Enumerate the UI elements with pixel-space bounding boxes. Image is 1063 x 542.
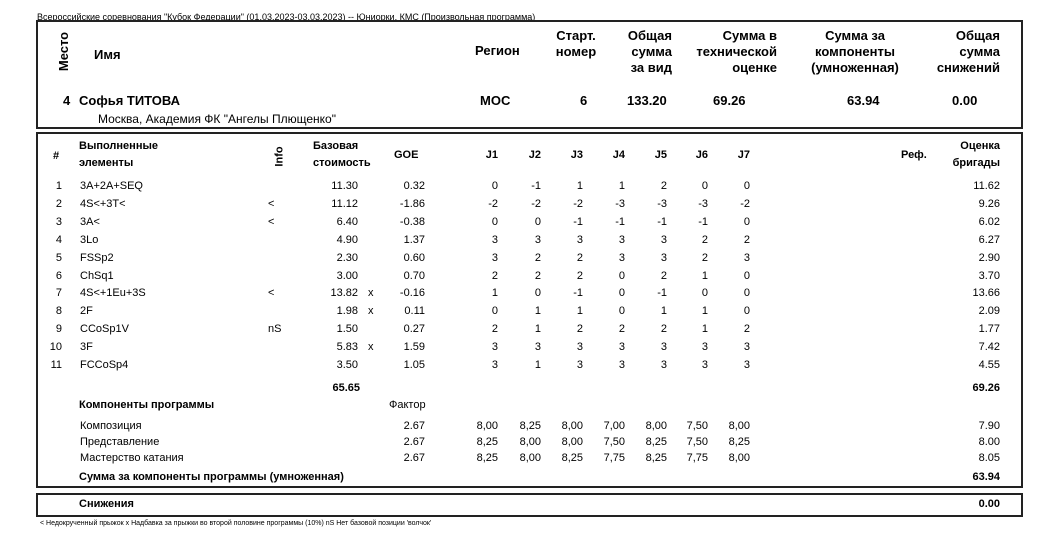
col-base-header: Базовая стоимость xyxy=(313,140,371,169)
judge-score: 3 xyxy=(491,359,498,371)
judge-score: 2 xyxy=(576,252,583,264)
base-value: 1.98 xyxy=(336,305,358,317)
element-code: FCCoSp4 xyxy=(80,359,129,371)
row-number: 8 xyxy=(55,305,62,317)
judge-score: 3 xyxy=(660,359,667,371)
row-number: 3 xyxy=(55,216,62,228)
judge-component-score: 8,00 xyxy=(645,420,667,432)
judge-score: 3 xyxy=(491,341,498,353)
base-value: 4.90 xyxy=(336,234,358,246)
judge-score: 3 xyxy=(534,341,541,353)
element-code: FSSp2 xyxy=(80,252,114,264)
component-factor: 2.67 xyxy=(403,420,425,432)
judge-score: 3 xyxy=(618,252,625,264)
judge-component-score: 8,00 xyxy=(519,436,541,448)
judge-score: -3 xyxy=(615,198,625,210)
judge-score: 0 xyxy=(618,305,625,317)
legend-footnote: < Недокрученный прыжок x Надбавка за прыжки во второй половине программы (10%) nS Нет базовой позиции 'волчок' xyxy=(40,520,432,527)
judge-score: 3 xyxy=(743,359,750,371)
component-factor: 2.67 xyxy=(403,452,425,464)
judge-score: 1 xyxy=(701,323,708,335)
col-panel-score-header: Оценка бригады xyxy=(952,140,1000,169)
judge-score: 3 xyxy=(660,234,667,246)
factor-header: Фактор xyxy=(389,399,426,411)
element-code: 3A< xyxy=(80,216,100,228)
row-number: 1 xyxy=(55,180,62,192)
judge-score: 2 xyxy=(534,270,541,282)
skater-club: Москва, Академия ФК "Ангелы Плющенко" xyxy=(98,112,336,126)
judge-score: 2 xyxy=(701,234,708,246)
start-number-header: Старт. номер xyxy=(555,28,597,59)
goe-value: -0.16 xyxy=(399,287,425,299)
bonus-mark: x xyxy=(368,305,374,317)
judge-score: 0 xyxy=(491,180,498,192)
judge-score: 0 xyxy=(743,287,750,299)
judge-score: 1 xyxy=(534,305,541,317)
base-value: 11.30 xyxy=(331,180,358,192)
judge-score: -1 xyxy=(698,216,708,228)
bonus-mark: x xyxy=(368,287,374,299)
panel-score: 6.02 xyxy=(978,216,1000,228)
skater-tes: 69.26 xyxy=(713,93,746,108)
judge-score: 2 xyxy=(660,323,667,335)
judge-score: 2 xyxy=(491,270,498,282)
judge-score: -1 xyxy=(573,287,583,299)
element-code: 3A+2A+SEQ xyxy=(80,180,143,192)
judge-score: 0 xyxy=(743,305,750,317)
goe-value: 0.60 xyxy=(403,252,425,264)
goe-value: -0.38 xyxy=(399,216,425,228)
goe-value: 0.70 xyxy=(403,270,425,282)
judge-score: 3 xyxy=(576,341,583,353)
judge-score: 0 xyxy=(701,287,708,299)
judge-component-score: 7,75 xyxy=(603,452,625,464)
deductions-box xyxy=(36,493,1023,517)
panel-score: 7.42 xyxy=(978,341,1000,353)
panel-score: 3.70 xyxy=(978,270,1000,282)
base-value: 13.82 xyxy=(330,287,358,299)
goe-value: 1.05 xyxy=(403,359,425,371)
skater-region: МОС xyxy=(480,93,511,108)
judge-score: 0 xyxy=(743,216,750,228)
judge-score: 3 xyxy=(743,252,750,264)
skater-name: Софья ТИТОВА xyxy=(79,93,181,108)
component-score: 7.90 xyxy=(978,420,1000,432)
judge-score: -1 xyxy=(657,216,667,228)
judge-score: 3 xyxy=(701,359,708,371)
goe-value: 0.11 xyxy=(404,305,425,317)
judge-score: 2 xyxy=(576,323,583,335)
judge-score: 2 xyxy=(576,270,583,282)
base-value: 2.30 xyxy=(336,252,358,264)
judge-score: 2 xyxy=(743,323,750,335)
col-judge-header: J7 xyxy=(737,149,750,161)
judge-component-score: 8,25 xyxy=(476,452,498,464)
row-number: 9 xyxy=(55,323,62,335)
component-name: Композиция xyxy=(80,420,142,432)
judge-score: 1 xyxy=(701,270,708,282)
goe-value: 0.27 xyxy=(403,323,425,335)
element-code: CCoSp1V xyxy=(80,323,129,335)
judge-score: 3 xyxy=(618,234,625,246)
judge-score: -1 xyxy=(657,287,667,299)
col-judge-header: J4 xyxy=(612,149,625,161)
goe-value: 1.37 xyxy=(403,234,425,246)
element-code: 2F xyxy=(80,305,93,317)
judge-component-score: 7,50 xyxy=(686,420,708,432)
col-info-header: Info xyxy=(273,146,286,167)
base-value: 3.00 xyxy=(336,270,358,282)
element-info: nS xyxy=(268,323,282,335)
components-header: Компоненты программы xyxy=(79,399,215,411)
tes-header: Сумма в технической оценке xyxy=(696,28,777,75)
panel-score: 13.66 xyxy=(972,287,1000,299)
judge-component-score: 7,75 xyxy=(686,452,708,464)
row-number: 6 xyxy=(55,270,62,282)
judge-score: 2 xyxy=(701,252,708,264)
judge-score: -2 xyxy=(740,198,750,210)
pcs-total-label: Сумма за компоненты программы (умноженная) xyxy=(79,471,344,483)
judge-score: -2 xyxy=(573,198,583,210)
judge-score: 3 xyxy=(743,341,750,353)
judge-score: -2 xyxy=(531,198,541,210)
name-header: Имя xyxy=(94,47,121,62)
col-number-header: # xyxy=(53,150,60,162)
judge-score: 0 xyxy=(491,216,498,228)
judge-component-score: 7,50 xyxy=(603,436,625,448)
judge-score: 1 xyxy=(701,305,708,317)
skater-total: 133.20 xyxy=(627,93,667,108)
judge-component-score: 7,00 xyxy=(603,420,625,432)
judge-score: 1 xyxy=(618,180,625,192)
judge-component-score: 8,25 xyxy=(645,436,667,448)
judge-score: 3 xyxy=(660,341,667,353)
component-score: 8.05 xyxy=(978,452,1000,464)
col-judge-header: J1 xyxy=(485,149,498,161)
judge-score: 3 xyxy=(660,252,667,264)
judge-component-score: 8,00 xyxy=(476,420,498,432)
element-code: 3F xyxy=(80,341,93,353)
judge-score: 2 xyxy=(660,180,667,192)
judge-score: 3 xyxy=(618,359,625,371)
judge-score: 3 xyxy=(491,234,498,246)
judge-component-score: 8,25 xyxy=(519,420,541,432)
judge-score: 2 xyxy=(491,323,498,335)
row-number: 2 xyxy=(55,198,62,210)
row-number: 4 xyxy=(55,234,62,246)
judge-score: 2 xyxy=(618,323,625,335)
element-code: 3Lo xyxy=(80,234,99,246)
judge-score: 3 xyxy=(576,359,583,371)
judge-score: 0 xyxy=(534,287,541,299)
judge-component-score: 8,00 xyxy=(519,452,541,464)
judge-score: 3 xyxy=(576,234,583,246)
judge-score: 1 xyxy=(534,323,541,335)
skater-start-number: 6 xyxy=(580,93,588,108)
component-name: Мастерство катания xyxy=(80,452,184,464)
judge-component-score: 8,25 xyxy=(645,452,667,464)
judge-component-score: 8,25 xyxy=(728,436,750,448)
judge-component-score: 8,00 xyxy=(728,452,750,464)
judge-component-score: 8,25 xyxy=(561,452,583,464)
component-factor: 2.67 xyxy=(403,436,425,448)
judge-score: 1 xyxy=(491,287,498,299)
judge-score: 1 xyxy=(660,305,667,317)
element-code: 4S<+3T< xyxy=(80,198,126,210)
judge-component-score: 7,50 xyxy=(686,436,708,448)
element-info: < xyxy=(268,198,275,210)
judge-score: -3 xyxy=(657,198,667,210)
judge-score: 0 xyxy=(743,180,750,192)
col-elements-header: Выполненные элементы xyxy=(79,140,158,169)
deductions-label: Снижения xyxy=(79,498,134,510)
element-info: < xyxy=(268,216,275,228)
base-value: 6.40 xyxy=(336,216,358,228)
component-name: Представление xyxy=(80,436,160,448)
deductions-header: Общая сумма снижений xyxy=(936,28,1000,75)
base-value: 11.12 xyxy=(331,198,358,210)
judge-score: -1 xyxy=(573,216,583,228)
judge-score: 3 xyxy=(618,341,625,353)
judge-score: -1 xyxy=(531,180,541,192)
region-header: Регион xyxy=(475,43,520,58)
judge-score: 3 xyxy=(534,234,541,246)
col-judge-header: J5 xyxy=(654,149,667,161)
col-judge-header: J2 xyxy=(528,149,541,161)
rank-header: Место xyxy=(56,31,72,72)
judge-score: 0 xyxy=(491,305,498,317)
judge-score: -2 xyxy=(488,198,498,210)
judge-score: 2 xyxy=(660,270,667,282)
skater-deductions: 0.00 xyxy=(952,93,978,108)
judge-component-score: 8,25 xyxy=(476,436,498,448)
judge-score: 0 xyxy=(534,216,541,228)
page-title: Всероссийские соревнования "Кубок Федерации" (01.03.2023-03.03.2023) -- Юниорки, КМС (Произвольная программа) xyxy=(37,12,536,22)
judge-component-score: 8,00 xyxy=(728,420,750,432)
row-number: 10 xyxy=(49,341,62,353)
element-code: ChSq1 xyxy=(80,270,114,282)
judge-score: 0 xyxy=(618,287,625,299)
tes-total: 69.26 xyxy=(972,382,1000,394)
panel-score: 2.09 xyxy=(978,305,1000,317)
base-value: 5.83 xyxy=(336,341,358,353)
judge-score: 2 xyxy=(743,234,750,246)
base-value-total: 65.65 xyxy=(332,382,360,394)
pcs-header: Сумма за компоненты (умноженная) xyxy=(811,28,899,75)
pcs-total: 63.94 xyxy=(972,471,1000,483)
panel-score: 2.90 xyxy=(978,252,1000,264)
judge-score: -3 xyxy=(698,198,708,210)
goe-value: 1.59 xyxy=(403,341,425,353)
judge-score: 1 xyxy=(576,305,583,317)
judge-score: -1 xyxy=(615,216,625,228)
col-goe-header: GOE xyxy=(394,149,419,161)
deductions-total: 0.00 xyxy=(978,498,1000,510)
judge-score: 3 xyxy=(701,341,708,353)
goe-value: -1.86 xyxy=(399,198,425,210)
judge-component-score: 8,00 xyxy=(561,420,583,432)
panel-score: 9.26 xyxy=(978,198,1000,210)
skater-pcs: 63.94 xyxy=(847,93,880,108)
row-number: 7 xyxy=(55,287,62,299)
judge-score: 0 xyxy=(618,270,625,282)
total-score-header: Общая сумма за вид xyxy=(627,28,672,75)
bonus-mark: x xyxy=(368,341,374,353)
base-value: 1.50 xyxy=(336,323,358,335)
judge-score: 0 xyxy=(701,180,708,192)
row-number: 5 xyxy=(55,252,62,264)
row-number: 11 xyxy=(50,359,62,371)
skater-rank: 4 xyxy=(63,93,71,108)
panel-score: 1.77 xyxy=(978,323,1000,335)
goe-value: 0.32 xyxy=(403,180,425,192)
col-judge-header: J6 xyxy=(695,149,708,161)
panel-score: 11.62 xyxy=(973,180,1000,192)
element-info: < xyxy=(268,287,275,299)
base-value: 3.50 xyxy=(336,359,358,371)
judge-score: 2 xyxy=(534,252,541,264)
panel-score: 4.55 xyxy=(978,359,1000,371)
judge-score: 1 xyxy=(534,359,541,371)
col-ref-header: Реф. xyxy=(901,149,927,161)
col-judge-header: J3 xyxy=(570,149,583,161)
judge-score: 3 xyxy=(491,252,498,264)
panel-score: 6.27 xyxy=(978,234,1000,246)
element-code: 4S<+1Eu+3S xyxy=(80,287,146,299)
judge-component-score: 8,00 xyxy=(561,436,583,448)
judge-score: 0 xyxy=(743,270,750,282)
judge-score: 1 xyxy=(576,180,583,192)
component-score: 8.00 xyxy=(978,436,1000,448)
